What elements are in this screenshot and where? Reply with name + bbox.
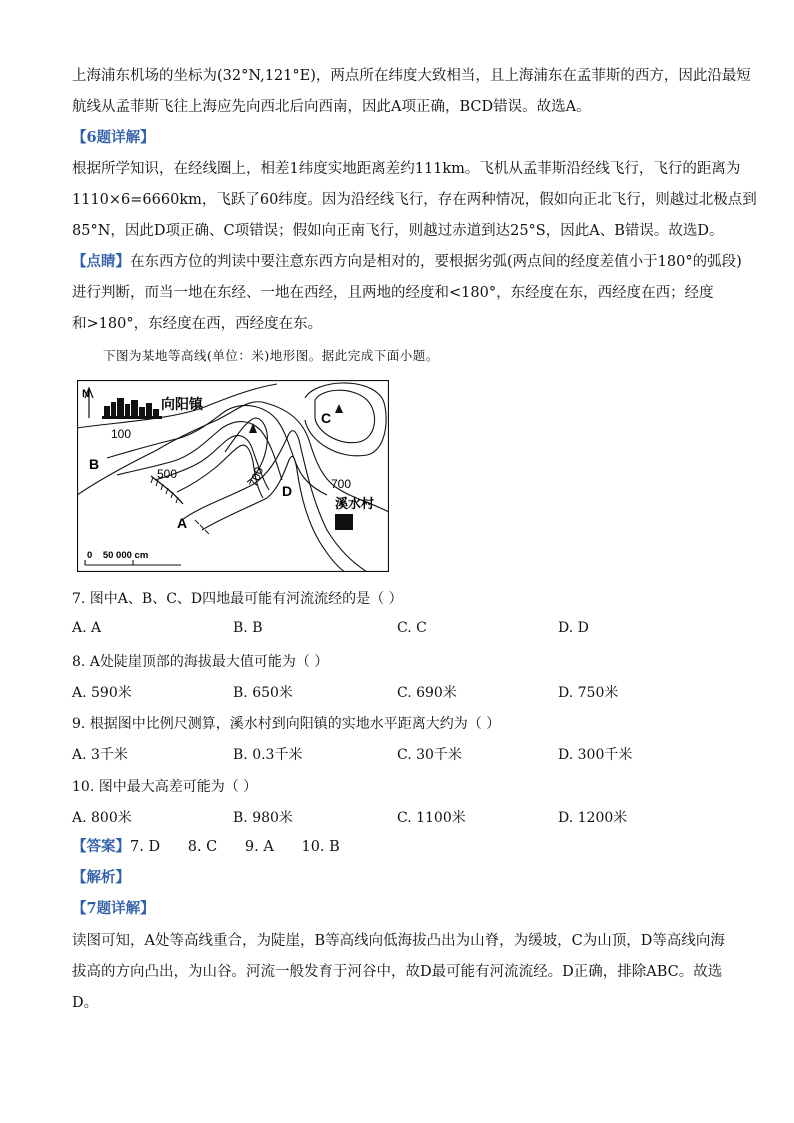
paragraph-line: 根据所学知识，在经线圈上，相差1纬度实地距离差约111km。飞机从孟菲斯沿经线飞行，飞行的距离为 bbox=[72, 161, 741, 177]
paragraph-line: 航线从孟菲斯飞往上海应先向西北后向西南，因此A项正确，BCD错误。故选A。 bbox=[72, 99, 591, 115]
contour-label-700: 700 bbox=[246, 465, 267, 489]
question-10-options bbox=[72, 807, 692, 827]
option-a: A. 590米 bbox=[72, 685, 132, 701]
question-8: 8. A处陡崖顶部的海拔最大值可能为（ ） bbox=[72, 654, 329, 670]
paragraph-line: 和>180°，东经度在西，西经度在东。 bbox=[72, 316, 323, 332]
question-8-options bbox=[72, 682, 692, 702]
figure-intro: 下图为某地等高线(单位：米)地形图。据此完成下面小题。 bbox=[103, 348, 439, 363]
option-c: C. 30千米 bbox=[397, 747, 462, 763]
option-a: A. 800米 bbox=[72, 810, 132, 826]
option-a: A. A bbox=[72, 620, 102, 636]
answer-label: 【答案】 bbox=[72, 838, 130, 855]
option-c: C. 1100米 bbox=[397, 810, 466, 826]
contour-label-500: 500 bbox=[157, 467, 178, 481]
point-label-c: C bbox=[321, 410, 332, 426]
scale-label: 0 50 000 cm bbox=[87, 550, 149, 561]
question-7: 7. 图中A、B、C、D四地最可能有河流流经的是（ ） bbox=[72, 591, 403, 607]
option-d: D. 750米 bbox=[558, 685, 619, 701]
option-b: B. B bbox=[233, 620, 263, 636]
paragraph-line: 85°N，因此D项正确、C项错误；假如向正南飞行，则越过赤道到达25°S，因此A、B错误。故选D。 bbox=[72, 223, 724, 239]
analysis-label: 【解析】 bbox=[72, 869, 130, 886]
option-d: D. D bbox=[558, 620, 589, 636]
option-b: B. 0.3千米 bbox=[233, 747, 303, 763]
option-d: D. 300千米 bbox=[558, 747, 633, 763]
paragraph-line: D。 bbox=[72, 995, 99, 1011]
dianjing-text: 在东西方位的判读中要注意东西方向是相对的，要根据劣弧(两点间的经度差值小于180°的弧段) bbox=[130, 254, 742, 270]
question-9: 9. 根据图中比例尺测算，溪水村到向阳镇的实地水平距离大约为（ ） bbox=[72, 716, 501, 732]
contour-map bbox=[77, 380, 389, 572]
contour-label-100: 100 bbox=[111, 427, 132, 441]
point-label-a: A bbox=[177, 515, 188, 531]
point-label-b: B bbox=[89, 456, 100, 472]
village-square-icon bbox=[335, 514, 353, 530]
option-d: D. 1200米 bbox=[558, 810, 628, 826]
option-b: B. 980米 bbox=[233, 810, 293, 826]
north-label: N bbox=[82, 388, 90, 400]
answer-text: 7. D 8. C 9. A 10. B bbox=[130, 839, 340, 855]
paragraph-line: 拔高的方向凸出，为山谷。河流一般发育于河谷中，故D最可能有河流流经。D正确，排除ABC。故选 bbox=[72, 964, 723, 980]
option-c: C. 690米 bbox=[397, 685, 457, 701]
question-10: 10. 图中最大高差可能为（ ） bbox=[72, 779, 258, 795]
paragraph-line: 1110×6=6660km，飞跃了60纬度。因为沿经线飞行，存在两种情况，假如向正北飞行，则越过北极点到 bbox=[72, 192, 757, 208]
q7-heading: 【7题详解】 bbox=[72, 900, 155, 917]
point-label-d: D bbox=[282, 483, 293, 499]
option-b: B. 650米 bbox=[233, 685, 293, 701]
option-c: C. C bbox=[397, 620, 427, 636]
town-name: 向阳镇 bbox=[161, 396, 203, 412]
village-name: 溪水村 bbox=[335, 496, 375, 511]
q6-heading: 【6题详解】 bbox=[72, 129, 155, 146]
dianjing-line bbox=[72, 252, 742, 272]
paragraph-line: 读图可知，A处等高线重合，为陡崖，B等高线向低海拔凸出为山脊，为缓坡，C为山顶，D等高线向海 bbox=[72, 933, 725, 949]
question-7-options bbox=[72, 620, 692, 640]
contour-label-700: 700 bbox=[331, 477, 352, 491]
paragraph-line: 上海浦东机场的坐标为(32°N,121°E)，两点所在纬度大致相当，且上海浦东在孟菲斯的西方，因此沿最短 bbox=[72, 68, 751, 84]
question-9-options bbox=[72, 744, 692, 764]
option-a: A. 3千米 bbox=[72, 747, 128, 763]
dianjing-label: 【点睛】 bbox=[72, 253, 130, 270]
answer-line bbox=[72, 837, 340, 857]
map-frame bbox=[78, 381, 389, 572]
paragraph-line: 进行判断，而当一地在东经、一地在西经，且两地的经度和<180°，东经度在东，西经度在西；经度 bbox=[72, 285, 714, 301]
